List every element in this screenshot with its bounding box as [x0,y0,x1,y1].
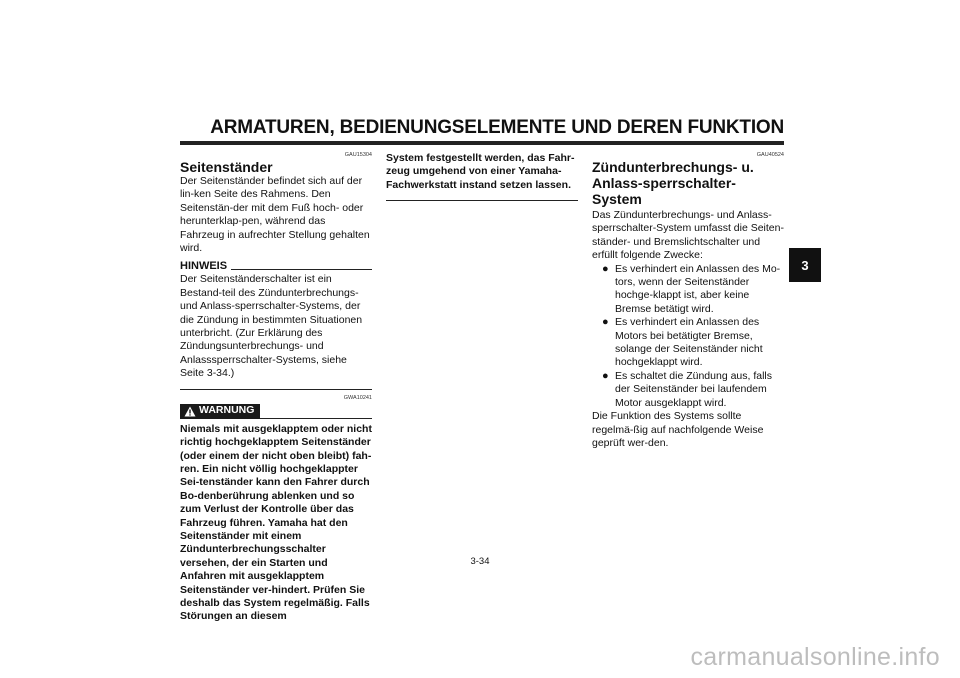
ignition-intro: Das Zündunterbrechungs- und Anlass-sperrschalter-System umfasst die Seiten-ständer- und Bremslichtschalter und erfüllt folgende Zwecke: [592,209,784,262]
warning-end-rule [386,200,578,201]
note-text: Der Seitenständerschalter ist ein Bestand-teil des Zündunterbrechungs- und Anlass-sperrschalter-Systems, der die Zündung in bestimmten Situationen unterbricht. (Zur Erklärung des Zündungsunterbrechungs- und Anlasssperrschalter-Systems, siehe Seite 3-34.) [180,273,363,380]
note-end-rule [180,389,372,390]
sidestand-intro: Der Seitenständer befindet sich auf der lin-ken Seite des Rahmens. Den Seitenstän-der mit dem Fuß hoch- oder herunterklap-pen, während das Fahrzeug in aufrechter Stellung gehalten wird. [180,175,370,255]
section-heading-sidestand: Seitenständer [180,159,273,175]
column-1 [180,152,372,624]
chapter-tab: 3 [789,248,821,282]
list-item-text: Es schaltet die Zündung aus, falls der Seitenständer bei laufendem Motor ausgeklappt wird. [615,369,773,409]
list-item-text: Es verhindert ein Anlassen des Motors bei betätigter Bremse, solange der Seitenständer nicht hochgeklappt wird. [615,316,763,369]
warning-code: GWA10241 [343,394,372,401]
warning-triangle-icon [184,406,196,417]
warning-header [180,404,372,419]
chapter-title: ARMATUREN, BEDIENUNGSELEMENTE UND DEREN FUNKTION [210,117,784,138]
note-header [180,260,372,273]
warning-rule [260,418,372,419]
bullet-icon: ● [602,316,609,329]
warning-label: WARNUNG [199,404,255,417]
section-heading-ignition: Zündunterbrechungs- u. Anlass-sperrschalter-System [592,159,754,207]
section-code-ignition: GAU40524 [756,152,784,158]
column-2 [386,152,578,201]
list-item [602,316,784,370]
list-item [602,370,784,410]
warning-text: Niemals mit ausgeklapptem oder nicht richtig hochgeklapptem Seitenständer (oder einem der nicht oben bleibt) fah-ren. Ein nicht völlig hochgeklappter Sei-tenständer kann den Fahrer durch Bo-denberührung ablenken und so zum Verlust der Kontrolle über das Fahrzeug führen. Yamaha hat den Seitenständer mit einem Zündunterbrechungsschalter versehen, der ein Starten und Anfahren mit ausgeklapptem Seitenständer ver-hindert. Prüfen Sie deshalb das System regelmäßig. Falls Störungen an diesem [180,422,372,623]
warning-text-continued: System festgestellt werden, das Fahr-zeug umgehend von einer Yamaha-Fachwerkstatt instand setzen lassen. [386,152,575,191]
note-rule [231,269,372,270]
warning-badge [180,404,260,419]
list-item [602,263,784,317]
note-label: HINWEIS [180,260,228,273]
page-number: 3-34 [470,556,490,567]
section-code: GAU15304 [344,152,372,158]
header-rule [180,141,784,145]
column-3 [592,152,784,450]
ignition-bullets [592,263,784,410]
ignition-outro: Die Funktion des Systems sollte regelmä-ßig auf nachfolgende Weise geprüft wer-den. [592,410,764,449]
bullet-icon: ● [602,369,609,382]
watermark: carmanualsonline.info [690,643,940,671]
list-item-text: Es verhindert ein Anlassen des Mo-tors, wenn der Seitenständer hochge-klappt ist, aber keine Bremse betätigt wird. [615,262,781,315]
bullet-icon: ● [602,262,609,275]
